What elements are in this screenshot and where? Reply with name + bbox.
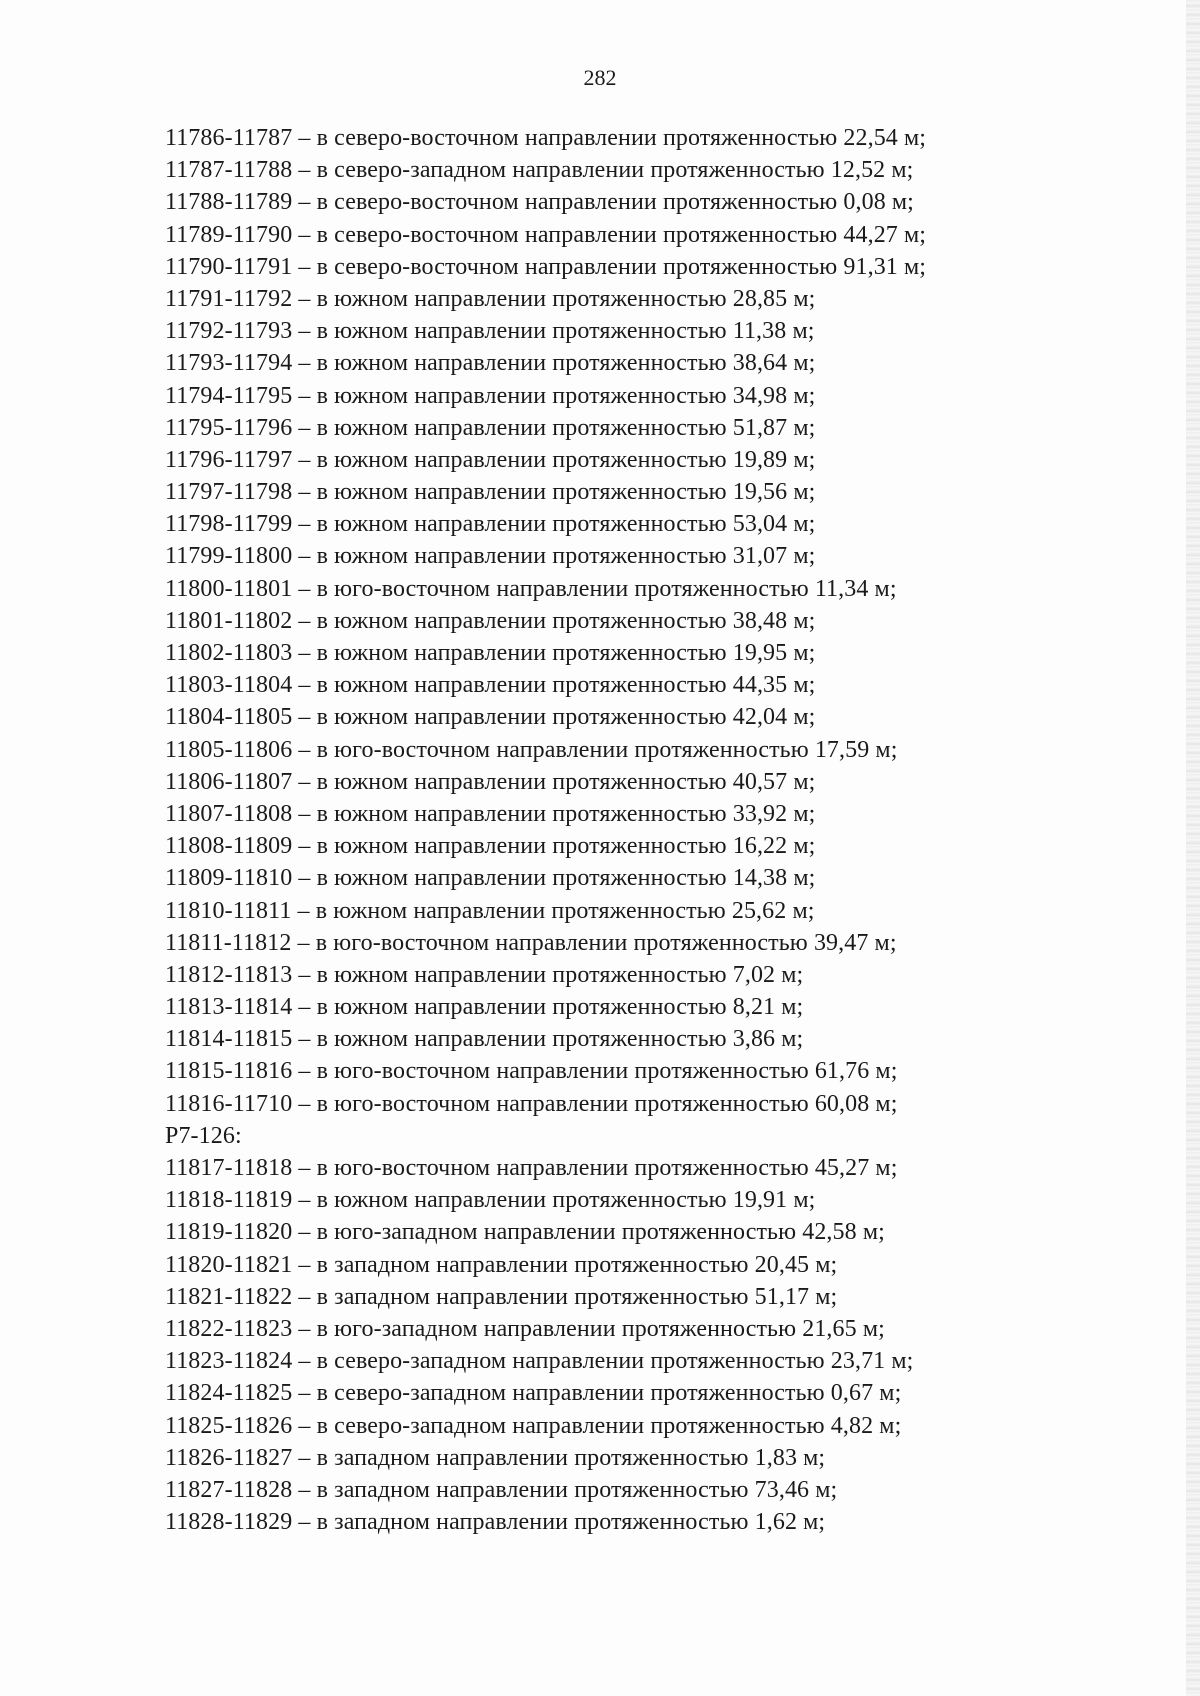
text-line: 11814-11815 – в южном направлении протяженностью 3,86 м;: [165, 1026, 804, 1053]
text-line: 11817-11818 – в юго-восточном направлении протяженностью 45,27 м;: [165, 1155, 898, 1181]
text-line: 11809-11810 – в южном направлении протяженностью 14,38 м;: [165, 865, 816, 892]
text-line: 11818-11819 – в южном направлении протяженностью 19,91 м;: [165, 1187, 816, 1214]
text-line: 11789-11790 – в северо-восточном направлении протяженностью 44,27 м;: [165, 221, 927, 248]
text-line: 11803-11804 – в южном направлении протяженностью 44,35 м;: [165, 672, 816, 699]
text-line: 11820-11821 – в западном направлении протяженностью 20,45 м;: [165, 1251, 838, 1278]
text-line: 11787-11788 – в северо-западном направлении протяженностью 12,52 м;: [165, 157, 914, 184]
boundary-description-list: [165, 122, 1065, 1538]
text-line: 11794-11795 – в южном направлении протяженностью 34,98 м;: [165, 382, 816, 409]
text-line: 11810-11811 – в южном направлении протяженностью 25,62 м;: [165, 897, 815, 924]
text-line: 11807-11808 – в южном направлении протяженностью 33,92 м;: [165, 800, 816, 827]
text-line: 11799-11800 – в южном направлении протяженностью 31,07 м;: [165, 543, 816, 570]
text-line: Р7-126:: [165, 1122, 242, 1149]
text-line: 11806-11807 – в южном направлении протяженностью 40,57 м;: [165, 768, 816, 795]
text-line: 11823-11824 – в северо-западном направлении протяженностью 23,71 м;: [165, 1348, 914, 1375]
page-number: 282: [583, 65, 617, 90]
text-line: 11792-11793 – в южном направлении протяженностью 11,38 м;: [165, 318, 815, 345]
text-line: 11808-11809 – в южном направлении протяженностью 16,22 м;: [165, 833, 816, 860]
text-line: 11828-11829 – в западном направлении протяженностью 1,62 м;: [165, 1509, 826, 1536]
text-line: 11812-11813 – в южном направлении протяженностью 7,02 м;: [165, 961, 804, 988]
text-line: 11825-11826 – в северо-западном направлении протяженностью 4,82 м;: [165, 1412, 902, 1439]
text-line: 11822-11823 – в юго-западном направлении протяженностью 21,65 м;: [165, 1315, 885, 1342]
scan-edge-artifact: [1186, 0, 1200, 1696]
text-line: 11800-11801 – в юго-восточном направлении протяженностью 11,34 м;: [165, 575, 897, 602]
text-line: 11798-11799 – в южном направлении протяженностью 53,04 м;: [165, 511, 816, 538]
text-line: 11805-11806 – в юго-восточном направлении протяженностью 17,59 м;: [165, 736, 898, 763]
text-line: 11788-11789 – в северо-восточном направлении протяженностью 0,08 м;: [165, 189, 914, 216]
text-line: 11804-11805 – в южном направлении протяженностью 42,04 м;: [165, 704, 816, 731]
text-line: 11797-11798 – в южном направлении протяженностью 19,56 м;: [165, 479, 816, 506]
text-line: 11795-11796 – в южном направлении протяженностью 51,87 м;: [165, 414, 816, 441]
text-line: 11796-11797 – в южном направлении протяженностью 19,89 м;: [165, 446, 816, 473]
text-line: 11826-11827 – в западном направлении протяженностью 1,83 м;: [165, 1444, 826, 1471]
text-line: 11801-11802 – в южном направлении протяженностью 38,48 м;: [165, 607, 816, 634]
text-line: 11824-11825 – в северо-западном направлении протяженностью 0,67 м;: [165, 1380, 902, 1407]
text-line: 11815-11816 – в юго-восточном направлении протяженностью 61,76 м;: [165, 1058, 898, 1085]
text-line: 11816-11710 – в юго-восточном направлении протяженностью 60,08 м;: [165, 1090, 898, 1117]
text-line: 11819-11820 – в юго-западном направлении протяженностью 42,58 м;: [165, 1219, 885, 1246]
text-line: 11813-11814 – в южном направлении протяженностью 8,21 м;: [165, 994, 804, 1021]
text-line: 11811-11812 – в юго-восточном направлении протяженностью 39,47 м;: [165, 929, 897, 956]
text-line: 11786-11787 – в северо-восточном направлении протяженностью 22,54 м;: [165, 125, 927, 151]
text-line: 11802-11803 – в южном направлении протяженностью 19,95 м;: [165, 640, 816, 666]
text-line: 11827-11828 – в западном направлении протяженностью 73,46 м;: [165, 1476, 838, 1503]
text-line: 11791-11792 – в южном направлении протяженностью 28,85 м;: [165, 285, 816, 312]
text-line: 11790-11791 – в северо-восточном направлении протяженностью 91,31 м;: [165, 253, 927, 280]
text-line: 11821-11822 – в западном направлении протяженностью 51,17 м;: [165, 1283, 838, 1310]
text-line: 11793-11794 – в южном направлении протяженностью 38,64 м;: [165, 350, 816, 377]
